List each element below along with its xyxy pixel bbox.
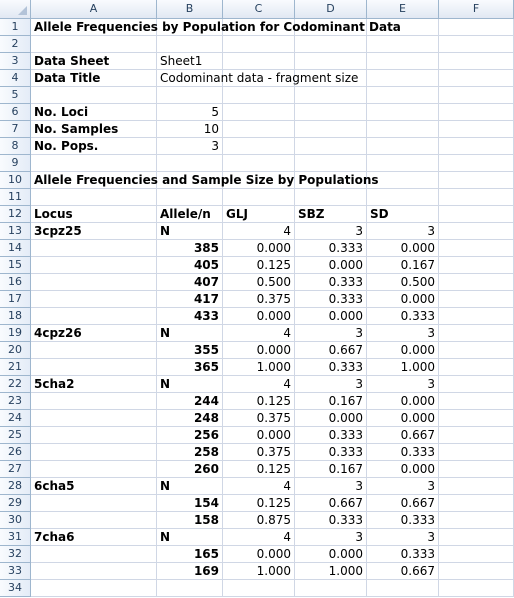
cell-c11[interactable] [223, 189, 295, 206]
cell-a25[interactable] [31, 427, 157, 444]
cell-d2[interactable] [295, 36, 367, 53]
cell-f29[interactable] [439, 495, 514, 512]
cell-f16[interactable] [439, 274, 514, 291]
cell-f27[interactable] [439, 461, 514, 478]
cell-e34[interactable] [367, 580, 439, 597]
row-header-25[interactable]: 25 [0, 427, 31, 444]
row-header-20[interactable]: 20 [0, 342, 31, 359]
row-header-15[interactable]: 15 [0, 257, 31, 274]
cell-d13[interactable]: 3 [295, 223, 367, 240]
cell-b7[interactable]: 10 [157, 121, 223, 138]
cell-a9[interactable] [31, 155, 157, 172]
cell-b14[interactable]: 385 [157, 240, 223, 257]
row-header-3[interactable]: 3 [0, 53, 31, 70]
cell-d5[interactable] [295, 87, 367, 104]
cell-e31[interactable]: 3 [367, 529, 439, 546]
cell-d34[interactable] [295, 580, 367, 597]
cell-c27[interactable]: 0.125 [223, 461, 295, 478]
cell-e12[interactable]: SD [367, 206, 439, 223]
row-header-31[interactable]: 31 [0, 529, 31, 546]
cell-d9[interactable] [295, 155, 367, 172]
cell-a18[interactable] [31, 308, 157, 325]
cell-a29[interactable] [31, 495, 157, 512]
cell-e5[interactable] [367, 87, 439, 104]
cell-e8[interactable] [367, 138, 439, 155]
cell-a27[interactable] [31, 461, 157, 478]
row-header-26[interactable]: 26 [0, 444, 31, 461]
row-header-12[interactable]: 12 [0, 206, 31, 223]
cell-c9[interactable] [223, 155, 295, 172]
cell-d26[interactable]: 0.333 [295, 444, 367, 461]
cell-e20[interactable]: 0.000 [367, 342, 439, 359]
row-header-27[interactable]: 27 [0, 461, 31, 478]
cell-e32[interactable]: 0.333 [367, 546, 439, 563]
cell-b23[interactable]: 244 [157, 393, 223, 410]
cell-a5[interactable] [31, 87, 157, 104]
cell-e11[interactable] [367, 189, 439, 206]
cell-a22[interactable]: 5cha2 [31, 376, 157, 393]
cell-b9[interactable] [157, 155, 223, 172]
cell-b8[interactable]: 3 [157, 138, 223, 155]
column-header-b[interactable]: B [157, 0, 223, 19]
cell-b3[interactable]: Sheet1 [157, 53, 223, 70]
cell-e25[interactable]: 0.667 [367, 427, 439, 444]
cell-e3[interactable] [367, 53, 439, 70]
cell-b30[interactable]: 158 [157, 512, 223, 529]
cell-f9[interactable] [439, 155, 514, 172]
cell-f20[interactable] [439, 342, 514, 359]
cell-a4[interactable]: Data Title [31, 70, 157, 87]
cell-d32[interactable]: 0.000 [295, 546, 367, 563]
cell-f21[interactable] [439, 359, 514, 376]
cell-f12[interactable] [439, 206, 514, 223]
cell-c34[interactable] [223, 580, 295, 597]
cell-b33[interactable]: 169 [157, 563, 223, 580]
column-header-e[interactable]: E [367, 0, 439, 19]
cell-b21[interactable]: 365 [157, 359, 223, 376]
row-header-22[interactable]: 22 [0, 376, 31, 393]
cell-e23[interactable]: 0.000 [367, 393, 439, 410]
cell-d23[interactable]: 0.167 [295, 393, 367, 410]
cell-b16[interactable]: 407 [157, 274, 223, 291]
cell-b6[interactable]: 5 [157, 104, 223, 121]
cell-c26[interactable]: 0.375 [223, 444, 295, 461]
cell-b5[interactable] [157, 87, 223, 104]
cell-a31[interactable]: 7cha6 [31, 529, 157, 546]
cell-c15[interactable]: 0.125 [223, 257, 295, 274]
cell-e14[interactable]: 0.000 [367, 240, 439, 257]
cell-e26[interactable]: 0.333 [367, 444, 439, 461]
cell-a11[interactable] [31, 189, 157, 206]
cell-b27[interactable]: 260 [157, 461, 223, 478]
cell-e9[interactable] [367, 155, 439, 172]
row-header-5[interactable]: 5 [0, 87, 31, 104]
cell-d30[interactable]: 0.333 [295, 512, 367, 529]
cell-e24[interactable]: 0.000 [367, 410, 439, 427]
cell-f14[interactable] [439, 240, 514, 257]
column-header-f[interactable]: F [439, 0, 514, 19]
cell-e13[interactable]: 3 [367, 223, 439, 240]
cell-f28[interactable] [439, 478, 514, 495]
cell-e33[interactable]: 0.667 [367, 563, 439, 580]
cell-f32[interactable] [439, 546, 514, 563]
cell-d17[interactable]: 0.333 [295, 291, 367, 308]
cell-f8[interactable] [439, 138, 514, 155]
cell-d20[interactable]: 0.667 [295, 342, 367, 359]
cell-d7[interactable] [295, 121, 367, 138]
cell-f6[interactable] [439, 104, 514, 121]
row-header-10[interactable]: 10 [0, 172, 31, 189]
cell-a6[interactable]: No. Loci [31, 104, 157, 121]
cell-a15[interactable] [31, 257, 157, 274]
select-all-corner[interactable] [0, 0, 31, 19]
row-header-24[interactable]: 24 [0, 410, 31, 427]
cell-c22[interactable]: 4 [223, 376, 295, 393]
cell-a1[interactable]: Allele Frequencies by Population for Codominant Data [31, 19, 157, 36]
cell-e29[interactable]: 0.667 [367, 495, 439, 512]
row-header-7[interactable]: 7 [0, 121, 31, 138]
cell-b29[interactable]: 154 [157, 495, 223, 512]
cell-f26[interactable] [439, 444, 514, 461]
cell-d3[interactable] [295, 53, 367, 70]
cell-d12[interactable]: SBZ [295, 206, 367, 223]
cell-d27[interactable]: 0.167 [295, 461, 367, 478]
cell-f34[interactable] [439, 580, 514, 597]
cell-b11[interactable] [157, 189, 223, 206]
cell-a32[interactable] [31, 546, 157, 563]
cell-c32[interactable]: 0.000 [223, 546, 295, 563]
cell-d16[interactable]: 0.333 [295, 274, 367, 291]
cell-c8[interactable] [223, 138, 295, 155]
cell-f25[interactable] [439, 427, 514, 444]
row-header-32[interactable]: 32 [0, 546, 31, 563]
cell-e6[interactable] [367, 104, 439, 121]
row-header-19[interactable]: 19 [0, 325, 31, 342]
row-header-13[interactable]: 13 [0, 223, 31, 240]
cell-c7[interactable] [223, 121, 295, 138]
cell-c5[interactable] [223, 87, 295, 104]
cell-f2[interactable] [439, 36, 514, 53]
cell-b19[interactable]: N [157, 325, 223, 342]
cell-b2[interactable] [157, 36, 223, 53]
cell-d15[interactable]: 0.000 [295, 257, 367, 274]
cell-d14[interactable]: 0.333 [295, 240, 367, 257]
cell-b12[interactable]: Allele/n [157, 206, 223, 223]
select-all-triangle-icon [18, 6, 27, 15]
cell-b28[interactable]: N [157, 478, 223, 495]
cell-e7[interactable] [367, 121, 439, 138]
cell-e4[interactable] [367, 70, 439, 87]
row-header-1[interactable]: 1 [0, 19, 31, 36]
row-header-33[interactable]: 33 [0, 563, 31, 580]
cell-a13[interactable]: 3cpz25 [31, 223, 157, 240]
cell-c16[interactable]: 0.500 [223, 274, 295, 291]
cell-d28[interactable]: 3 [295, 478, 367, 495]
cell-e19[interactable]: 3 [367, 325, 439, 342]
cell-a28[interactable]: 6cha5 [31, 478, 157, 495]
row-header-28[interactable]: 28 [0, 478, 31, 495]
cell-b22[interactable]: N [157, 376, 223, 393]
cell-a7[interactable]: No. Samples [31, 121, 157, 138]
cell-c19[interactable]: 4 [223, 325, 295, 342]
cell-d25[interactable]: 0.333 [295, 427, 367, 444]
cell-b18[interactable]: 433 [157, 308, 223, 325]
cell-e18[interactable]: 0.333 [367, 308, 439, 325]
cell-b25[interactable]: 256 [157, 427, 223, 444]
cell-f4[interactable] [439, 70, 514, 87]
cell-a23[interactable] [31, 393, 157, 410]
row-header-18[interactable]: 18 [0, 308, 31, 325]
cell-b4[interactable]: Codominant data - fragment size [157, 70, 223, 87]
row-header-17[interactable]: 17 [0, 291, 31, 308]
cell-b24[interactable]: 248 [157, 410, 223, 427]
cell-d6[interactable] [295, 104, 367, 121]
cell-b32[interactable]: 165 [157, 546, 223, 563]
cell-a12[interactable]: Locus [31, 206, 157, 223]
cell-a20[interactable] [31, 342, 157, 359]
cell-a21[interactable] [31, 359, 157, 376]
cell-c17[interactable]: 0.375 [223, 291, 295, 308]
cell-c28[interactable]: 4 [223, 478, 295, 495]
cell-f5[interactable] [439, 87, 514, 104]
cell-f10[interactable] [439, 172, 514, 189]
cell-f15[interactable] [439, 257, 514, 274]
cell-f31[interactable] [439, 529, 514, 546]
row-header-4[interactable]: 4 [0, 70, 31, 87]
cell-c21[interactable]: 1.000 [223, 359, 295, 376]
cell-e30[interactable]: 0.333 [367, 512, 439, 529]
cell-c24[interactable]: 0.375 [223, 410, 295, 427]
cell-c25[interactable]: 0.000 [223, 427, 295, 444]
row-header-9[interactable]: 9 [0, 155, 31, 172]
row-header-16[interactable]: 16 [0, 274, 31, 291]
cell-d22[interactable]: 3 [295, 376, 367, 393]
cell-c14[interactable]: 0.000 [223, 240, 295, 257]
cell-f30[interactable] [439, 512, 514, 529]
cell-f11[interactable] [439, 189, 514, 206]
cell-d31[interactable]: 3 [295, 529, 367, 546]
cell-a10[interactable]: Allele Frequencies and Sample Size by Populations [31, 172, 157, 189]
cell-e22[interactable]: 3 [367, 376, 439, 393]
cell-f33[interactable] [439, 563, 514, 580]
cell-e17[interactable]: 0.000 [367, 291, 439, 308]
row-header-29[interactable]: 29 [0, 495, 31, 512]
cell-b17[interactable]: 417 [157, 291, 223, 308]
cell-a24[interactable] [31, 410, 157, 427]
cell-f18[interactable] [439, 308, 514, 325]
cell-a8[interactable]: No. Pops. [31, 138, 157, 155]
cell-d18[interactable]: 0.000 [295, 308, 367, 325]
cell-a34[interactable] [31, 580, 157, 597]
cell-d33[interactable]: 1.000 [295, 563, 367, 580]
row-header-6[interactable]: 6 [0, 104, 31, 121]
cell-a2[interactable] [31, 36, 157, 53]
cell-e16[interactable]: 0.500 [367, 274, 439, 291]
cell-d24[interactable]: 0.000 [295, 410, 367, 427]
cell-b34[interactable] [157, 580, 223, 597]
cell-c29[interactable]: 0.125 [223, 495, 295, 512]
cell-b26[interactable]: 258 [157, 444, 223, 461]
cell-b31[interactable]: N [157, 529, 223, 546]
cell-c12[interactable]: GLJ [223, 206, 295, 223]
cell-f7[interactable] [439, 121, 514, 138]
cell-a33[interactable] [31, 563, 157, 580]
cell-a16[interactable] [31, 274, 157, 291]
cell-c6[interactable] [223, 104, 295, 121]
cell-b20[interactable]: 355 [157, 342, 223, 359]
cell-f22[interactable] [439, 376, 514, 393]
cell-e2[interactable] [367, 36, 439, 53]
row-header-11[interactable]: 11 [0, 189, 31, 206]
cell-c18[interactable]: 0.000 [223, 308, 295, 325]
cell-c30[interactable]: 0.875 [223, 512, 295, 529]
cell-a26[interactable] [31, 444, 157, 461]
cell-c31[interactable]: 4 [223, 529, 295, 546]
cell-e21[interactable]: 1.000 [367, 359, 439, 376]
cell-e27[interactable]: 0.000 [367, 461, 439, 478]
cell-c33[interactable]: 1.000 [223, 563, 295, 580]
row-header-34[interactable]: 34 [0, 580, 31, 597]
cell-e28[interactable]: 3 [367, 478, 439, 495]
row-header-23[interactable]: 23 [0, 393, 31, 410]
column-header-c[interactable]: C [223, 0, 295, 19]
cell-f17[interactable] [439, 291, 514, 308]
column-header-a[interactable]: A [31, 0, 157, 19]
cell-c23[interactable]: 0.125 [223, 393, 295, 410]
cell-f23[interactable] [439, 393, 514, 410]
cell-d11[interactable] [295, 189, 367, 206]
cell-f13[interactable] [439, 223, 514, 240]
row-header-30[interactable]: 30 [0, 512, 31, 529]
cell-b15[interactable]: 405 [157, 257, 223, 274]
cell-a19[interactable]: 4cpz26 [31, 325, 157, 342]
cell-a30[interactable] [31, 512, 157, 529]
cell-c20[interactable]: 0.000 [223, 342, 295, 359]
cell-a14[interactable] [31, 240, 157, 257]
cell-d21[interactable]: 0.333 [295, 359, 367, 376]
cell-d8[interactable] [295, 138, 367, 155]
cell-f24[interactable] [439, 410, 514, 427]
row-header-8[interactable]: 8 [0, 138, 31, 155]
cell-d29[interactable]: 0.667 [295, 495, 367, 512]
cell-a3[interactable]: Data Sheet [31, 53, 157, 70]
cell-f1[interactable] [439, 19, 514, 36]
cell-c13[interactable]: 4 [223, 223, 295, 240]
cell-b13[interactable]: N [157, 223, 223, 240]
cell-c3[interactable] [223, 53, 295, 70]
row-header-14[interactable]: 14 [0, 240, 31, 257]
cell-d19[interactable]: 3 [295, 325, 367, 342]
cell-a17[interactable] [31, 291, 157, 308]
column-header-d[interactable]: D [295, 0, 367, 19]
row-header-2[interactable]: 2 [0, 36, 31, 53]
cell-e15[interactable]: 0.167 [367, 257, 439, 274]
cell-f3[interactable] [439, 53, 514, 70]
cell-c2[interactable] [223, 36, 295, 53]
cell-f19[interactable] [439, 325, 514, 342]
row-header-21[interactable]: 21 [0, 359, 31, 376]
